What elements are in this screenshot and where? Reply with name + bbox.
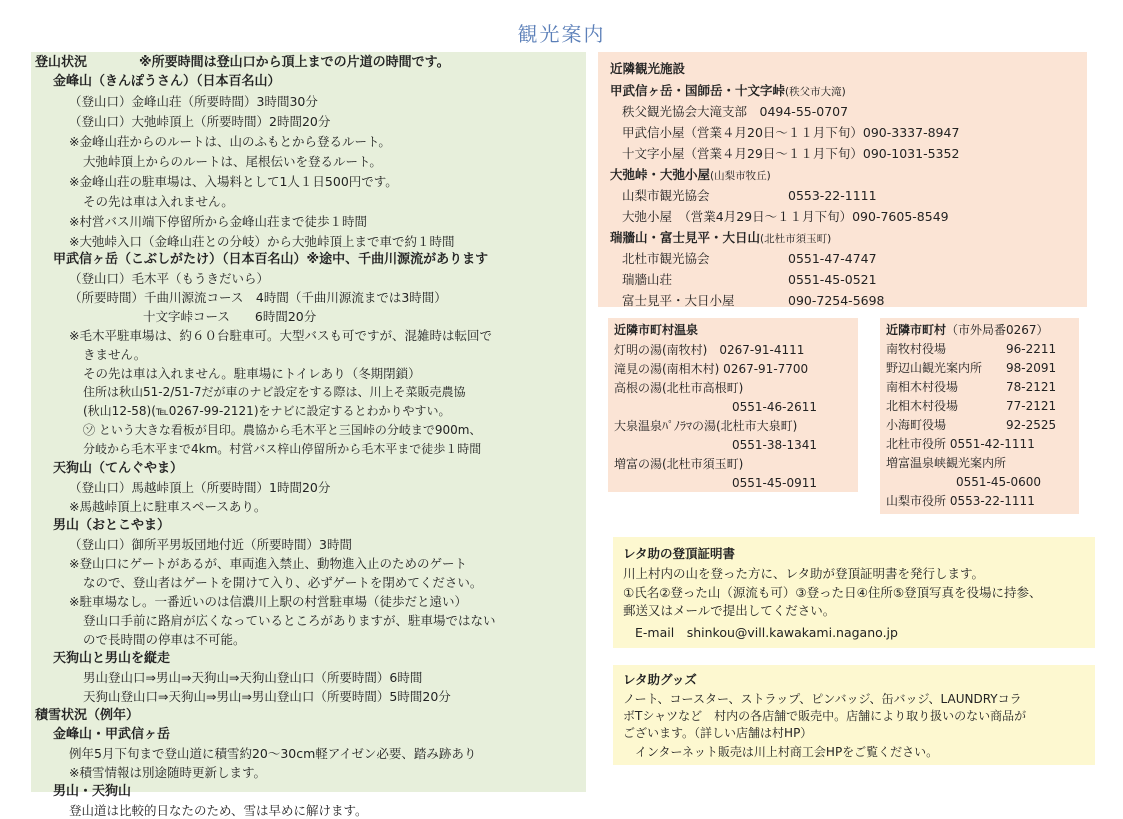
- info-line: 登山道は比較的日なたのため、雪は早めに解けます。: [69, 803, 368, 818]
- town-line: 山梨市役所 0553-22-1111: [886, 494, 1035, 508]
- facility-line: 十文字小屋（営業４月29日～１１月下旬）090-1031-5352: [622, 146, 960, 161]
- nearby-onsen-box: [608, 318, 858, 492]
- info-line: ので長時間の停車は不可能。: [83, 632, 246, 647]
- info-line: 分岐から毛木平まで4km。村営バス梓山停留所から毛木平まで徒歩１時間: [83, 442, 482, 456]
- town-phone: 98-2091: [1006, 361, 1057, 375]
- town-phone: 96-2211: [1006, 342, 1057, 356]
- onsen-phone: 0551-45-0911: [732, 476, 818, 490]
- section-heading: 天狗山と男山を縦走: [53, 651, 171, 666]
- section-heading: 甲武信ヶ岳（こぶしがたけ）（日本百名山）※途中、千曲川源流があります: [53, 252, 489, 267]
- certificate-box: [613, 537, 1095, 648]
- info-line: その先は車は入れません。駐車場にトイレあり（冬期閉鎖）: [83, 366, 421, 381]
- info-line: なので、登山者はゲートを開けて入り、必ずゲートを閉めてください。: [83, 575, 483, 590]
- town-name: 北相木村役場: [886, 399, 959, 413]
- info-line: ※村営バス川端下停留所から金峰山荘まで徒歩１時間: [69, 214, 367, 229]
- town-phone: 77-2121: [1006, 399, 1057, 413]
- onsen-phone: 0551-38-1341: [732, 438, 818, 452]
- facilities-heading: 近隣観光施設: [610, 61, 686, 76]
- onsen-phone: 0551-46-2611: [732, 400, 818, 414]
- town-name: 小海町役場: [886, 418, 947, 432]
- info-line: きません。: [83, 347, 147, 362]
- onsen-heading: 近隣市町村温泉: [614, 323, 699, 337]
- info-line: （登山口）毛木平（もうきだいら）: [69, 271, 270, 286]
- town-phone: 92-2525: [1006, 418, 1057, 432]
- certificate-heading: レタ助の登頂証明書: [623, 546, 736, 561]
- section-heading: 男山・天狗山: [53, 784, 132, 799]
- section-heading: 登山状況 ※所要時間は登山口から頂上までの片道の時間です。: [35, 55, 450, 70]
- onsen-line: 増富の湯(北杜市須玉町): [614, 457, 744, 471]
- facility-line: 秩父観光協会大滝支部 0494-55-0707: [622, 104, 849, 119]
- info-line: ㋞ という大きな看板が目印。農協から毛木平と三国峠の分岐まで900m、: [83, 423, 482, 437]
- facility-phone: 0551-47-4747: [788, 251, 877, 266]
- section-heading: 男山（おとこやま）: [53, 518, 171, 533]
- facility-group-title: 瑞牆山・富士見平・大日山(北杜市須玉町): [610, 230, 832, 245]
- certificate-line: 郵送又はメールで提出してください。: [623, 603, 836, 618]
- facility-name: 富士見平・大日小屋: [622, 293, 735, 308]
- info-line: 天狗山登山口⇒天狗山⇒男山⇒男山登山口（所要時間）5時間20分: [83, 689, 451, 704]
- town-name: 野辺山観光案内所: [886, 361, 983, 375]
- town-line: 増富温泉峡観光案内所: [886, 456, 1007, 470]
- facility-phone: 090-7254-5698: [788, 293, 885, 308]
- town-name: 南牧村役場: [886, 342, 947, 356]
- facility-name: 北杜市観光協会: [622, 251, 710, 266]
- goods-heading: レタ助グッズ: [623, 672, 697, 687]
- info-line: （登山口）金峰山荘（所要時間）3時間30分: [69, 94, 318, 109]
- certificate-email: E-mail shinkou@vill.kawakami.nagano.jp: [635, 625, 898, 640]
- nearby-facilities-box: [598, 52, 1087, 307]
- section-heading: 金峰山・甲武信ヶ岳: [53, 727, 171, 742]
- info-line: ※金峰山荘からのルートは、山のふもとから登るルート。: [69, 134, 391, 149]
- onsen-line: 滝見の湯(南相木村) 0267-91-7700: [614, 362, 809, 376]
- onsen-line: 高根の湯(北杜市高根町): [614, 381, 744, 395]
- onsen-line: 灯明の湯(南牧村) 0267-91-4111: [614, 343, 805, 357]
- facility-name: 瑞牆山荘: [622, 272, 673, 287]
- info-line: (秋山12-58)(℡0267-99-2121)をナビに設定するとわかりやすい。: [83, 404, 451, 418]
- info-line: 男山登山口⇒男山⇒天狗山⇒天狗山登山口（所要時間）6時間: [83, 670, 423, 685]
- certificate-line: 川上村内の山を登った方に、レタ助が登頂証明書を発行します。: [623, 566, 985, 581]
- goods-line: ございます。（詳しい店舗は村HP）: [623, 726, 813, 740]
- town-line: 北杜市役所 0551-42-1111: [886, 437, 1035, 451]
- section-heading: 金峰山（きんぽうさん）（日本百名山）: [53, 74, 281, 89]
- info-line: ※登山口にゲートがあるが、車両進入禁止、動物進入止のためのゲート: [69, 556, 467, 571]
- info-line: 大弛峠頂上からのルートは、尾根伝いを登るルート。: [83, 154, 382, 169]
- facility-group-title: 大弛峠・大弛小屋(山梨市牧丘): [610, 167, 771, 182]
- nearby-towns-box: [880, 318, 1079, 514]
- goods-line: ボTシャツなど 村内の各店舗で販売中。店舗により取り扱いのない商品が: [623, 709, 1027, 723]
- info-line: （登山口）馬越峠頂上（所要時間）1時間20分: [69, 480, 331, 495]
- info-line: ※金峰山荘の駐車場は、入場料として1人１日500円です。: [69, 174, 398, 189]
- info-line: ※毛木平駐車場は、約６０台駐車可。大型バスも可ですが、混雑時は転回で: [69, 328, 492, 343]
- goods-line: ノート、コースター、ストラップ、ピンバッジ、缶バッジ、LAUNDRYコラ: [623, 692, 1022, 706]
- info-line: ※駐車場なし。一番近いのは信濃川上駅の村営駐車場（徒歩だと遠い）: [69, 594, 467, 609]
- mountain-info-panel: [31, 52, 586, 818]
- facility-name: 山梨市観光協会: [622, 188, 710, 203]
- info-line: 住所は秋山51-2/51-7だが車のナビ設定をする際は、川上そ菜販売農協: [83, 385, 466, 399]
- facility-phone: 0551-45-0521: [788, 272, 877, 287]
- info-line: ※大弛峠入口（金峰山荘との分岐）から大弛峠頂上まで車で約１時間: [69, 234, 455, 249]
- onsen-line: 大泉温泉ﾊﾟﾉﾗﾏの湯(北杜市大泉町): [614, 419, 798, 433]
- info-line: 登山口手前に路肩が広くなっているところがありますが、駐車場ではない: [83, 613, 496, 628]
- info-line: ※馬越峠頂上に駐車スペースあり。: [69, 499, 267, 514]
- goods-line: インターネット販売は川上村商工会HPをご覧ください。: [635, 745, 939, 759]
- town-phone: 78-2121: [1006, 380, 1057, 394]
- facility-line: 甲武信小屋（営業４月20日～１１月下旬）090-3337-8947: [622, 125, 960, 140]
- section-heading: 積雪状況（例年）: [35, 708, 140, 723]
- facility-phone: 0553-22-1111: [788, 188, 877, 203]
- page-title: 観光案内: [517, 22, 606, 46]
- info-line: （所要時間）千曲川源流コース 4時間（千曲川源流までは3時間）: [69, 290, 447, 305]
- info-line: （登山口）大弛峠頂上（所要時間）2時間20分: [69, 114, 331, 129]
- town-phone: 0551-45-0600: [956, 475, 1042, 489]
- info-line: その先は車は入れません。: [83, 194, 234, 209]
- info-line: ※積雪情報は別途随時更新します。: [69, 765, 266, 780]
- facility-group-title: 甲武信ヶ岳・国師岳・十文字峠(秩父市大滝): [610, 83, 846, 98]
- info-line: （登山口）御所平男坂団地付近（所要時間）3時間: [69, 537, 352, 552]
- town-name: 南相木村役場: [886, 380, 959, 394]
- certificate-line: ①氏名②登った山（源流も可）③登った日④住所⑤登頂写真を役場に持参、: [623, 585, 1042, 600]
- info-line: 例年5月下旬まで登山道に積雪約20～30cm軽アイゼン必要、踏み跡あり: [69, 746, 477, 761]
- towns-heading: 近隣市町村（市外局番0267）: [886, 323, 1049, 337]
- section-heading: 天狗山（てんぐやま）: [53, 461, 184, 476]
- goods-box: [613, 665, 1095, 765]
- info-line: 十文字峠コース 6時間20分: [143, 309, 317, 324]
- facility-line: 大弛小屋 （営業4月29日～１１月下旬）090-7605-8549: [622, 209, 949, 224]
